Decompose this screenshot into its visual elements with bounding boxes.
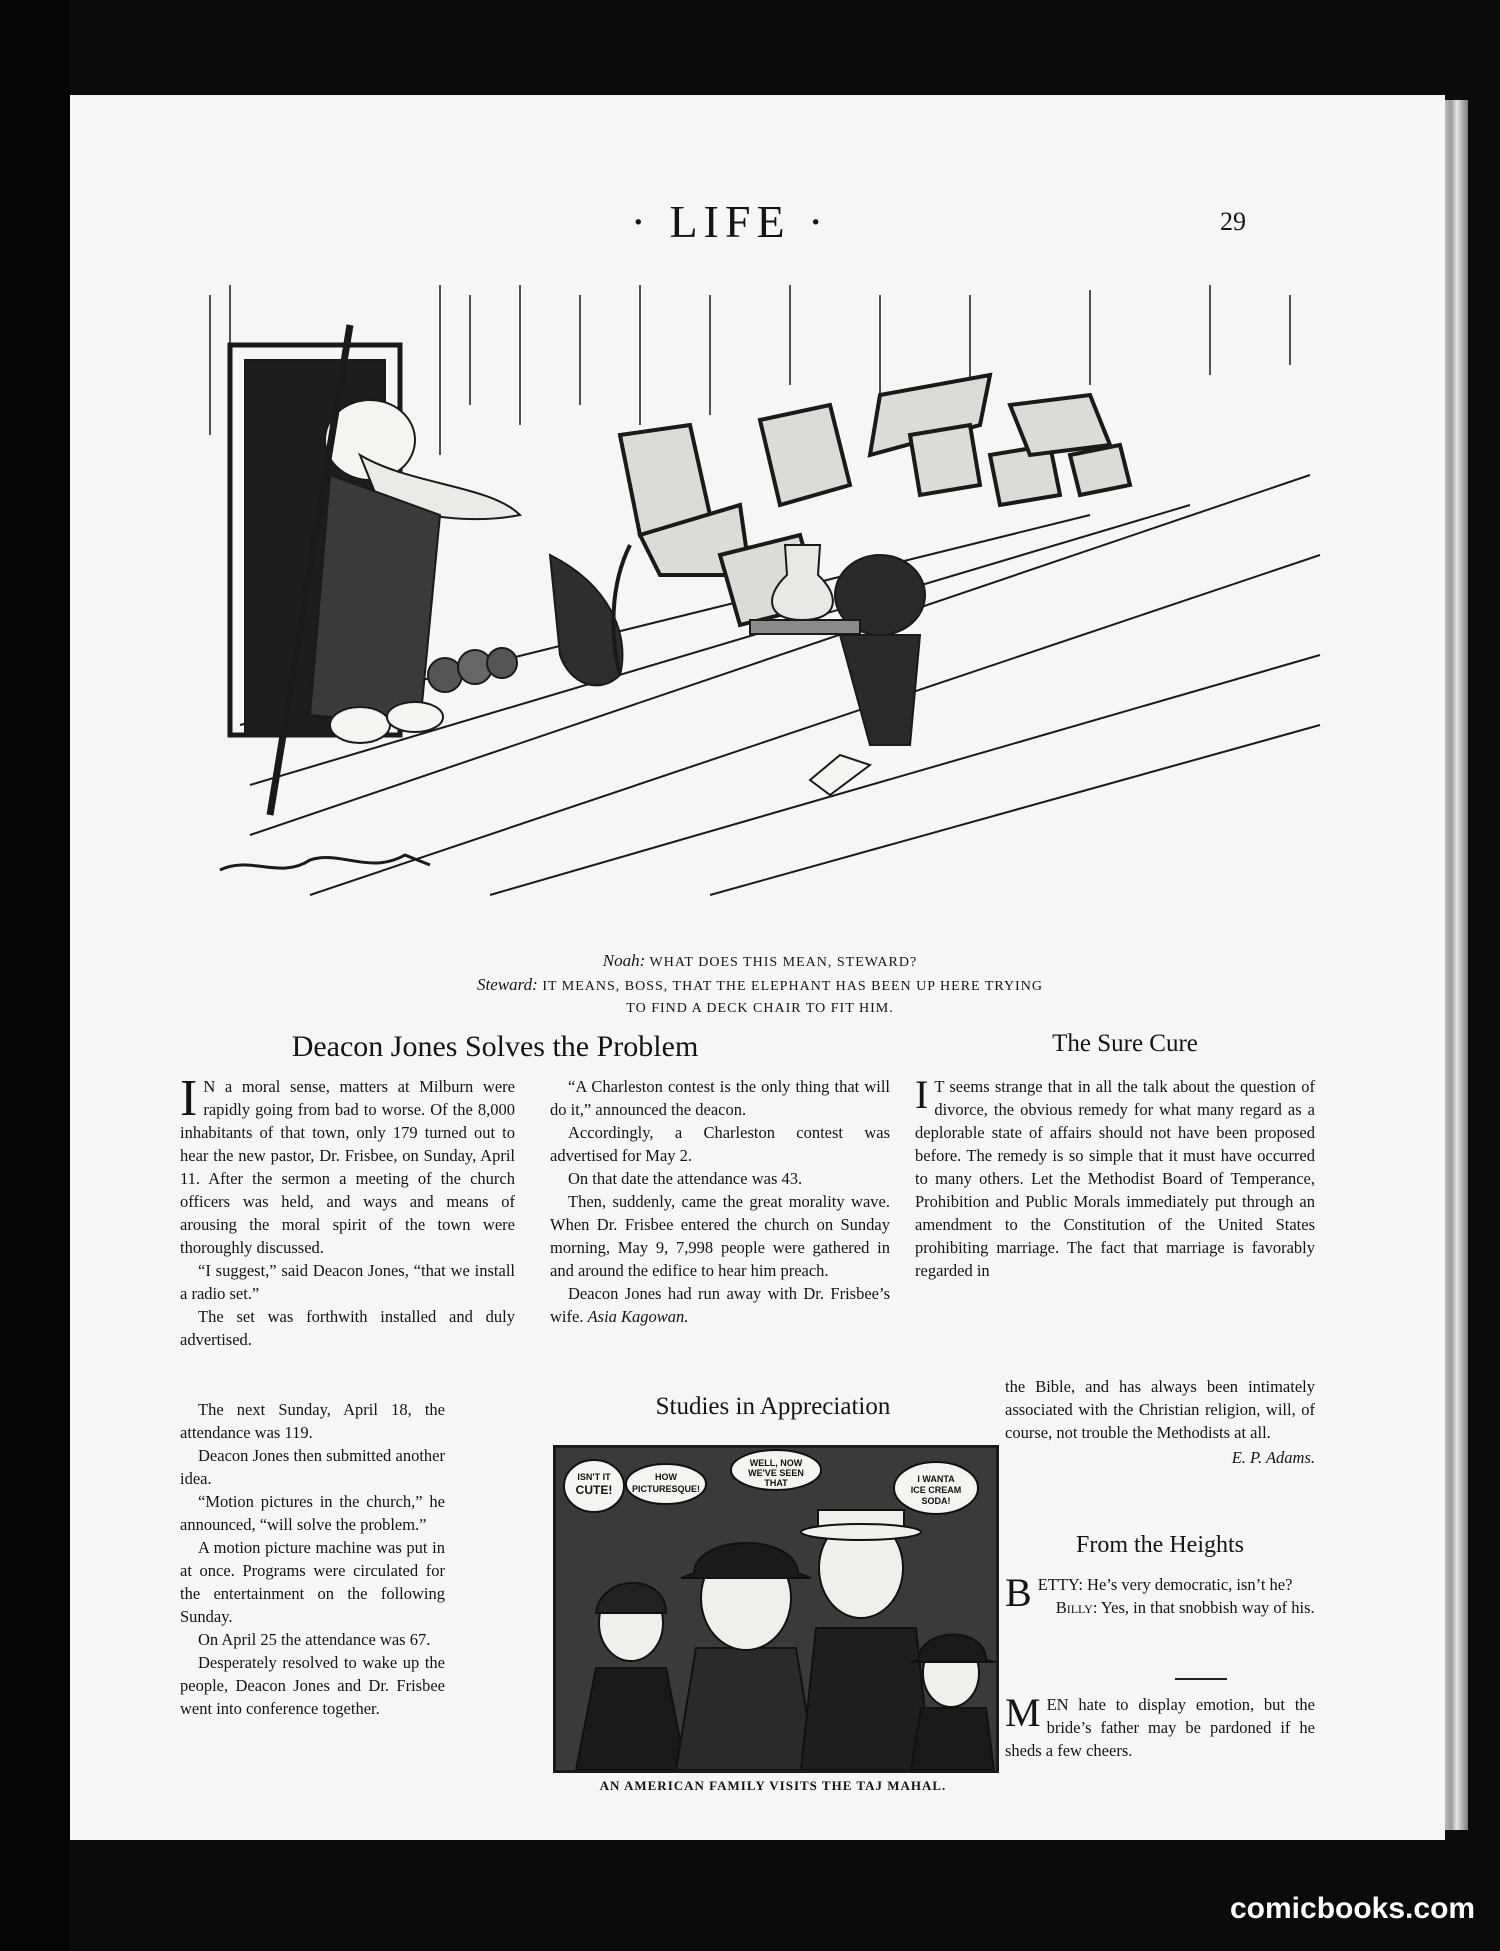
men-paragraph <box>1005 1690 1315 1762</box>
magazine-page <box>70 95 1445 1840</box>
family-cartoon-caption: AN AMERICAN FAMILY VISITS THE TAJ MAHAL. <box>599 1778 947 1793</box>
deacon-paragraph: “Motion pictures in the church,” he announced, “will solve the problem.” <box>180 1492 445 1534</box>
balloon-4: I WANTA <box>917 1474 955 1484</box>
studies-title: Studies in Appreciation <box>655 1393 891 1420</box>
balloon-3b: WE'VE SEEN <box>748 1468 804 1478</box>
noah-ark-cartoon <box>190 255 1330 905</box>
balloon-2: HOW <box>655 1472 677 1482</box>
deacon-text: N a moral sense, matters at Milburn were rapidly going from bad to worse. Of the 8,000 inhabitants of that town, only 179 turned out to hear the new pastor, Dr. Frisbee, on Sunday, April 11. After the sermon a meeting of the church officers was held, and ways and means of arousing the moral spirit of the town were thoroughly discussed. <box>180 1077 515 1257</box>
betty-label: ETTY: <box>1037 1575 1083 1594</box>
drop-cap: B <box>1005 1570 1032 1615</box>
sure-cure-narrow-text <box>1005 1375 1315 1469</box>
deacon-paragraph: A motion picture machine was put in at once. Programs were circulated for the entertainment on the following Sunday. <box>180 1538 445 1626</box>
speaker-steward: Steward: <box>477 975 538 994</box>
deacon-paragraph <box>550 1282 890 1328</box>
deacon-column-1b <box>180 1398 445 1720</box>
sure-cure-title: The Sure Cure <box>1052 1030 1198 1057</box>
watermark: comicbooks.com <box>1230 1892 1476 1925</box>
caption-line-1 <box>260 950 1260 974</box>
deacon-paragraph: Desperately resolved to wake up the people, Deacon Jones and Dr. Frisbee went into conference together. <box>180 1653 445 1718</box>
book-spine <box>0 0 70 1951</box>
page-header <box>70 195 1445 255</box>
deacon-column-2 <box>550 1075 890 1328</box>
deacon-paragraph: “I suggest,” said Deacon Jones, “that we install a radio set.” <box>180 1261 515 1303</box>
masthead: · LIFE · <box>630 196 830 247</box>
balloon-2b: PICTURESQUE! <box>631 1484 701 1494</box>
betty-text: He’s very democratic, isn’t he? <box>1087 1575 1293 1594</box>
sure-cure-paragraph-2: the Bible, and has always been intimately associated with the Christian religion, will, of course, not trouble the Methodists at all. <box>1005 1377 1315 1442</box>
deacon-paragraph: On that date the attendance was 43. <box>568 1169 803 1188</box>
family-cartoon <box>553 1445 999 1773</box>
deacon-author: Asia Kagowan. <box>587 1307 689 1326</box>
balloon-4c: SODA! <box>921 1496 951 1506</box>
sure-cure-wide-text <box>915 1072 1315 1282</box>
balloon-1: ISN'T IT <box>577 1472 611 1482</box>
drop-cap: I <box>180 1070 198 1127</box>
deacon-paragraph: The set was forthwith installed and duly advertised. <box>180 1307 515 1349</box>
balloon-3c: THAT <box>764 1478 788 1488</box>
sure-cure-text: T seems strange that in all the talk about the question of divorce, the obvious remedy for what many regard as a deplorable state of affairs should not have been proposed before. The remedy is so simple that it must have occurred to many others. Let the Methodist Board of Temperance, Prohibition and Public Morals immediately put through an amendment to the Constitution of the United States prohibiting marriage. The fact that marriage is favorably regarded in <box>915 1077 1315 1280</box>
speaker-noah: Noah: <box>602 951 646 970</box>
deacon-final-text: Deacon Jones had run away with Dr. Frisbee’s wife. <box>550 1284 890 1326</box>
deacon-paragraph: On April 25 the attendance was 67. <box>198 1630 431 1649</box>
drop-cap: M <box>1005 1690 1041 1735</box>
caption-text-3: TO FIND A DECK CHAIR TO FIT HIM. <box>626 1001 894 1016</box>
page-number: 29 <box>1220 207 1246 236</box>
sure-cure-paragraph <box>915 1072 1315 1282</box>
men-text <box>1005 1690 1315 1762</box>
caption-text-2: IT MEANS, BOSS, THAT THE ELEPHANT HAS BEEN UP HERE TRYING <box>542 979 1043 994</box>
billy-text: Yes, in that snobbish way of his. <box>1100 1598 1315 1617</box>
caption-line-3 <box>260 998 1260 1020</box>
heights-title: From the Heights <box>1076 1532 1244 1558</box>
sure-cure-author: E. P. Adams. <box>1231 1448 1315 1467</box>
deacon-paragraph: “A Charleston contest is the only thing that will do it,” announced the deacon. <box>550 1077 890 1119</box>
deacon-article-title: Deacon Jones Solves the Problem <box>291 1030 699 1063</box>
deacon-paragraph <box>180 1070 515 1259</box>
balloon-4b: ICE CREAM <box>910 1485 962 1495</box>
balloon-3: WELL, NOW <box>749 1458 803 1468</box>
billy-label: Billy: <box>1055 1598 1098 1617</box>
men-text-body: EN hate to display emotion, but the bride’s father may be pardoned if he sheds a few cheers. <box>1005 1695 1315 1760</box>
section-divider <box>1175 1678 1227 1680</box>
deacon-paragraph: The next Sunday, April 18, the attendance was 119. <box>180 1400 445 1442</box>
billy-line <box>1005 1596 1315 1619</box>
deacon-paragraph: Deacon Jones then submitted another idea. <box>180 1446 445 1488</box>
cartoon-caption <box>260 950 1260 1020</box>
caption-line-2 <box>260 974 1260 998</box>
deacon-paragraph: Then, suddenly, came the great morality wave. When Dr. Frisbee entered the church on Sunday morning, May 9, 7,998 people were gathered in and around the edifice to hear him preach. <box>550 1192 890 1280</box>
heights-text <box>1005 1570 1315 1619</box>
drop-cap: I <box>915 1072 929 1117</box>
balloon-1b: CUTE! <box>575 1483 613 1497</box>
caption-text-1: WHAT DOES THIS MEAN, STEWARD? <box>649 955 918 970</box>
deacon-column-1 <box>180 1070 515 1351</box>
deacon-paragraph: Accordingly, a Charleston contest was advertised for May 2. <box>550 1123 890 1165</box>
